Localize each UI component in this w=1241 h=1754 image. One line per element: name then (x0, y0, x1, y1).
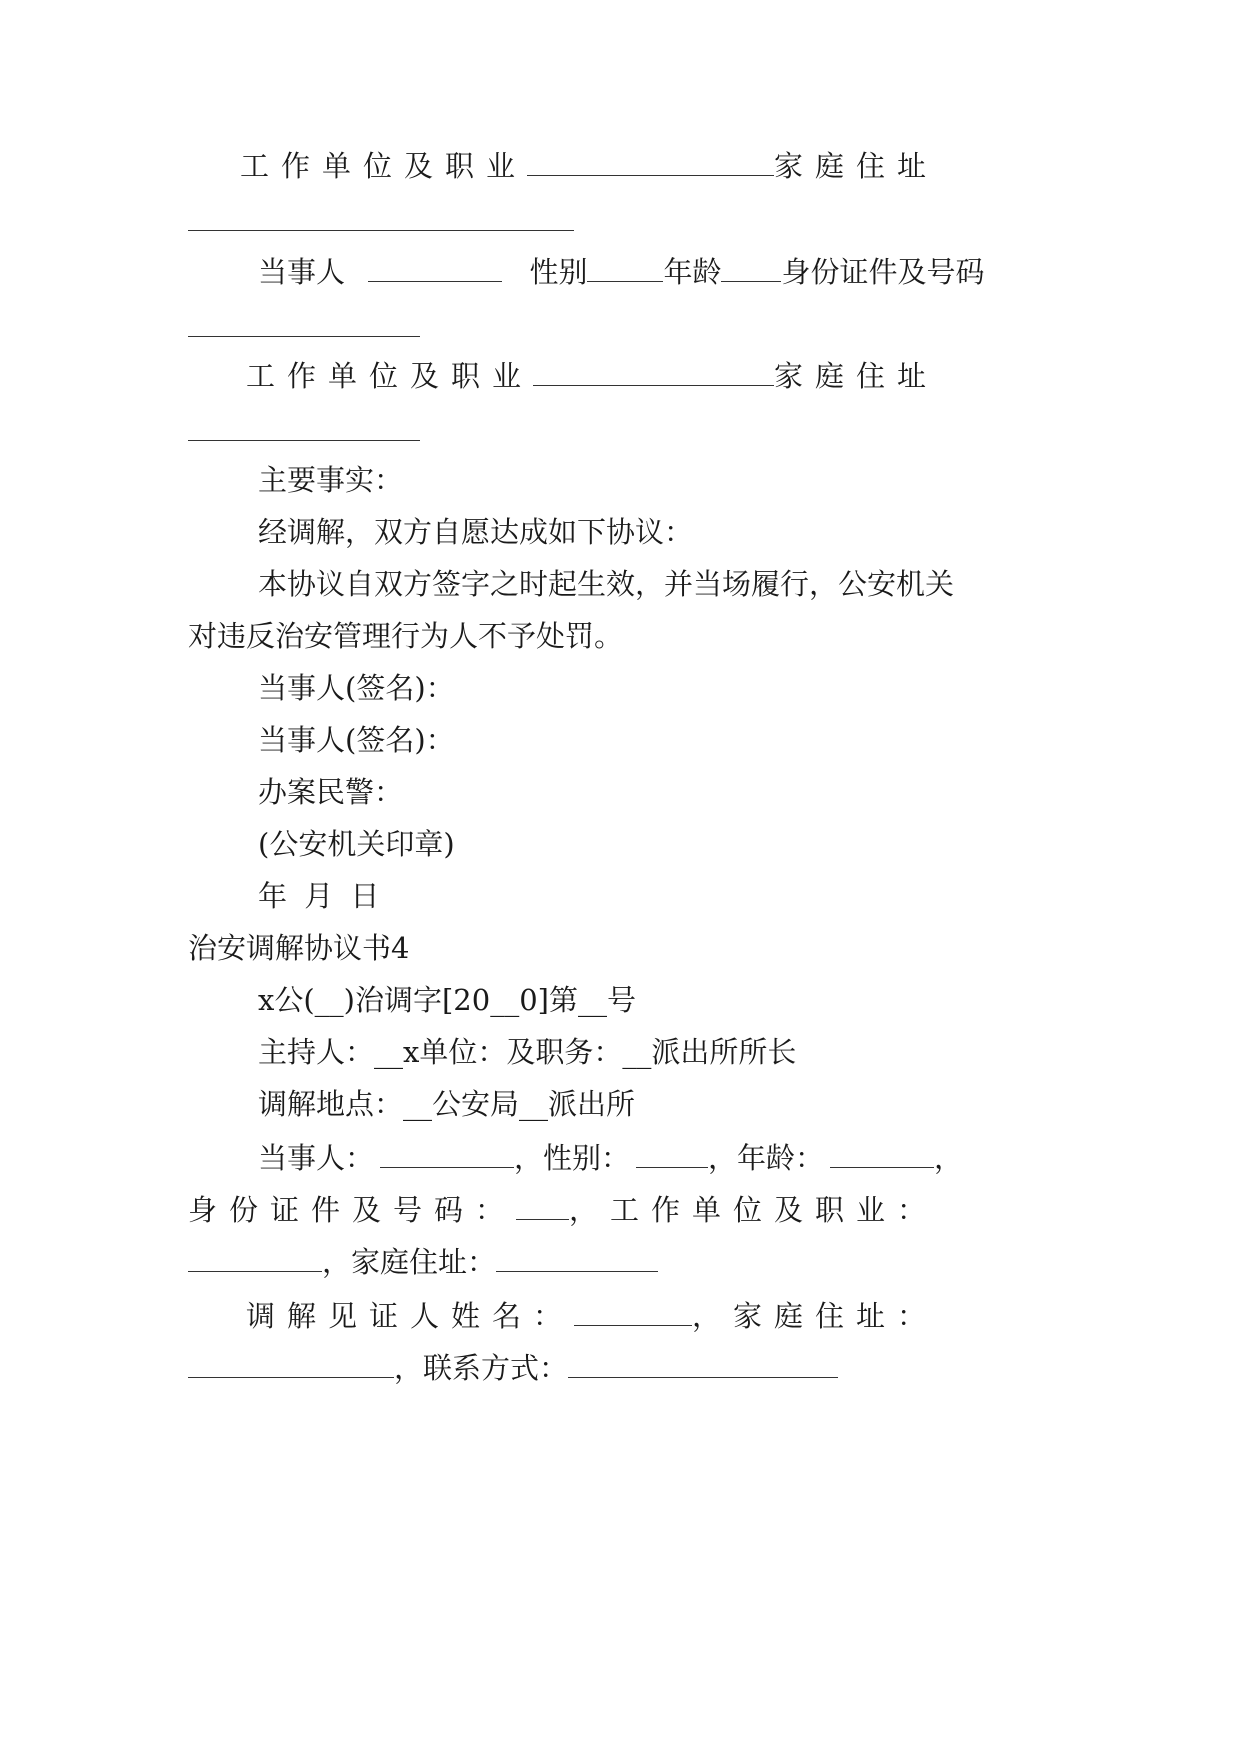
officer-line: 办案民警： (258, 775, 404, 809)
mediation-line: 经调解，双方自愿达成如下协议： (258, 515, 694, 549)
gender-label-2: ，性别： (514, 1141, 631, 1175)
work-label-2: ，工作单位及职业： (568, 1193, 938, 1227)
effect-line-2: 对违反治安管理行为人不予处罚。 (188, 619, 624, 653)
witness-home-blank[interactable] (188, 1355, 394, 1378)
id-label-2: 身份证件及号码： (188, 1193, 517, 1227)
location-line: 调解地点：__公安局__派出所 (258, 1087, 636, 1121)
party-name-blank-2[interactable] (380, 1145, 514, 1168)
work-unit-label: 工作单位及职业 (240, 149, 528, 183)
gender-label: 性别 (529, 255, 588, 289)
home-label-2: ，家庭住址： (322, 1245, 497, 1279)
witness-contact-label: ，联系方式： (394, 1351, 569, 1385)
witness-contact-blank[interactable] (568, 1355, 838, 1378)
id-number-blank-1[interactable] (188, 336, 420, 337)
age-label: 年龄 (663, 255, 722, 289)
witness-name-blank[interactable] (574, 1303, 692, 1326)
home-address-label-2: 家庭住址 (773, 359, 938, 393)
gender-blank[interactable] (587, 259, 663, 282)
work-unit-row-2 (246, 358, 938, 394)
party-name-blank[interactable] (368, 259, 502, 282)
party-row-1 (258, 254, 985, 290)
work-unit-blank-2[interactable] (533, 363, 774, 386)
work-unit-row-1 (240, 148, 938, 184)
main-facts-line: 主要事实： (258, 463, 404, 497)
party-row-2 (258, 1140, 964, 1176)
doc-number-line: x公(__)治调字[20__0]第__号 (258, 983, 636, 1017)
id-label: 身份证件及号码 (781, 255, 985, 289)
effect-line-1: 本协议自双方签字之时起生效，并当场履行，公安机关 (258, 567, 955, 601)
age-label-2: ，年龄： (708, 1141, 825, 1175)
work-unit-blank-3[interactable] (188, 1249, 322, 1272)
work-unit-blank[interactable] (527, 153, 774, 176)
home-address-label: 家庭住址 (773, 149, 938, 183)
party-label: 当事人 (258, 255, 346, 289)
seal-line: (公安机关印章) (258, 827, 455, 861)
work-unit-label-2: 工作单位及职业 (246, 359, 534, 393)
witness-row (246, 1298, 938, 1334)
id-number-blank-2[interactable] (516, 1197, 569, 1220)
home-address-blank-3[interactable] (496, 1249, 658, 1272)
end-comma: ， (934, 1141, 964, 1175)
signature-line-1: 当事人(签名)： (258, 671, 455, 705)
home-address-blank-1[interactable] (188, 230, 574, 231)
id-work-row (188, 1192, 938, 1228)
party-label-2: 当事人： (258, 1141, 375, 1175)
section-title: 治安调解协议书4 (188, 931, 410, 965)
age-blank[interactable] (721, 259, 781, 282)
gender-blank-2[interactable] (636, 1145, 708, 1168)
home-address-blank-2[interactable] (188, 440, 420, 441)
witness-contact-row (188, 1350, 838, 1386)
age-blank-2[interactable] (830, 1145, 934, 1168)
date-line: 年 月 日 (258, 879, 384, 913)
signature-line-2: 当事人(签名)： (258, 723, 455, 757)
host-line: 主持人：__x单位：及职务：__派出所所长 (258, 1035, 797, 1069)
work-home-row (188, 1244, 658, 1280)
witness-home-label: ，家庭住址： (691, 1299, 938, 1333)
witness-name-label: 调解见证人姓名： (246, 1299, 575, 1333)
